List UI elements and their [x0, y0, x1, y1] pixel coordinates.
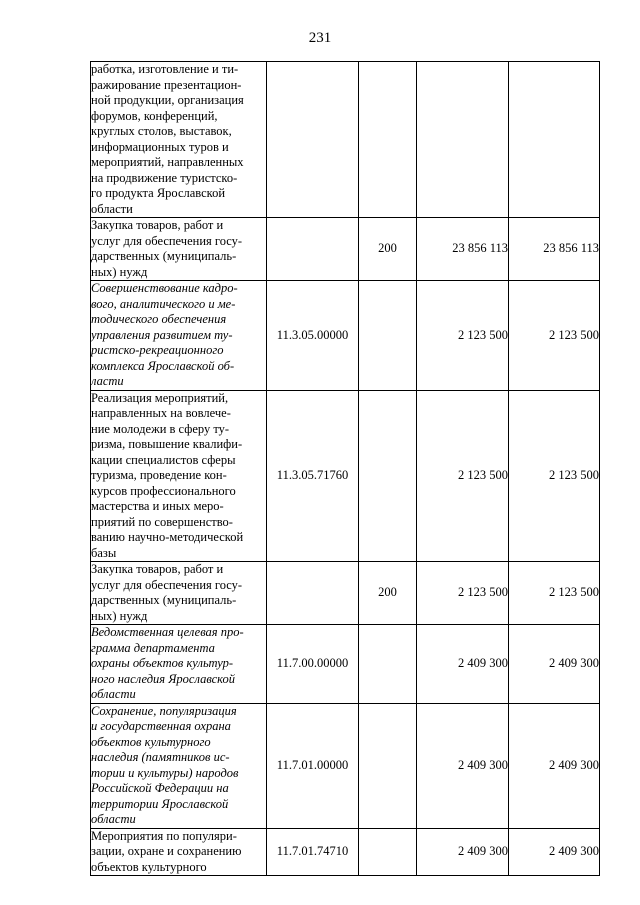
row-name-line: территории Ярославской: [91, 796, 229, 811]
expense-type-cell: [359, 62, 417, 218]
row-name-line: форумов, конференций,: [91, 108, 218, 123]
target-article-code-cell: 11.3.05.71760: [267, 390, 359, 562]
row-name-line: Мероприятия по популяри-: [91, 828, 237, 843]
row-name-line: тории и культуры) народов: [91, 765, 239, 780]
row-name-line: Сохранение, популяризация: [91, 703, 237, 718]
row-name-line: направленных на вовлече-: [91, 406, 231, 420]
row-name-line: Ведомственная целевая про-: [91, 625, 244, 639]
row-name-line: тодического обеспечения: [91, 312, 227, 326]
row-name-line: кации специалистов сферы: [91, 452, 236, 467]
amount-2-cell: [509, 62, 600, 218]
row-name-cell: [91, 62, 267, 218]
row-name-line: го продукта Ярославской: [91, 186, 226, 200]
row-name-line: информационных туров и: [91, 139, 229, 154]
row-name-line: услуг для обеспечения госу-: [91, 577, 243, 592]
row-name-line: круглых столов, выставок,: [91, 124, 232, 138]
amount-1-cell: 2 123 500: [417, 390, 509, 562]
amount-1-cell: 2 123 500: [417, 281, 509, 391]
row-name-line: услуг для обеспечения госу-: [91, 233, 243, 248]
row-name-line: области: [91, 812, 136, 826]
table-row: [91, 828, 600, 876]
row-name-cell: [91, 390, 267, 562]
row-name-line: Совершенствование кадро-: [91, 281, 238, 295]
row-name-line: ного наследия Ярославской: [91, 671, 236, 686]
row-name-cell: [91, 703, 267, 828]
table-row: [91, 390, 600, 562]
expense-type-cell: [359, 828, 417, 876]
row-name-line: ражирование презентацион-: [91, 77, 242, 92]
row-name-cell: [91, 828, 267, 876]
row-name-line: комплекса Ярославской об-: [91, 358, 235, 373]
budget-table: [90, 61, 600, 876]
amount-1-cell: 2 409 300: [417, 703, 509, 828]
row-name-line: ризма, повышение квалифи-: [91, 437, 243, 451]
target-article-code-cell: 11.7.00.00000: [267, 625, 359, 704]
table-row: [91, 218, 600, 281]
expense-type-cell: 200: [359, 218, 417, 281]
row-name-cell: [91, 281, 267, 391]
amount-2-cell: 2 123 500: [509, 562, 600, 625]
row-name-line: вого, аналитического и ме-: [91, 296, 236, 311]
row-name-line: Реализация мероприятий,: [91, 390, 229, 405]
amount-1-cell: 23 856 113: [417, 218, 509, 281]
row-name-line: на продвижение туристско-: [91, 170, 238, 185]
row-name-cell: [91, 562, 267, 625]
target-article-code-cell: 11.7.01.00000: [267, 703, 359, 828]
expense-type-cell: 200: [359, 562, 417, 625]
row-name-line: грамма департамента: [91, 640, 215, 655]
row-name-line: области: [91, 687, 136, 701]
table-row: [91, 703, 600, 828]
row-name-line: базы: [91, 545, 117, 560]
row-name-line: и государственная охрана: [91, 719, 231, 733]
amount-2-cell: 2 409 300: [509, 703, 600, 828]
row-name-line: области: [91, 201, 133, 216]
row-name-line: Закупка товаров, работ и: [91, 218, 224, 232]
row-name-line: приятий по совершенство-: [91, 514, 233, 529]
row-name-line: ние молодежи в сферу ту-: [91, 421, 230, 436]
row-name-line: охраны объектов культур-: [91, 656, 233, 670]
amount-1-cell: 2 409 300: [417, 828, 509, 876]
row-name-line: ной продукции, организация: [91, 93, 244, 107]
row-name-line: наследия (памятников ис-: [91, 750, 230, 764]
table-row: [91, 281, 600, 391]
row-name-line: объектов культурного: [91, 859, 207, 874]
page-number: 231: [308, 30, 332, 46]
amount-1-cell: 2 409 300: [417, 625, 509, 704]
target-article-code-cell: 11.7.01.74710: [267, 828, 359, 876]
expense-type-cell: [359, 281, 417, 391]
table-row: [91, 625, 600, 704]
table-body: [91, 62, 600, 876]
row-name-line: ристско-рекреационного: [91, 343, 224, 357]
row-name-cell: [91, 218, 267, 281]
row-name-line: работка, изготовление и ти-: [91, 62, 239, 76]
target-article-code-cell: [267, 218, 359, 281]
row-name-line: объектов культурного: [91, 734, 211, 749]
amount-1-cell: 2 123 500: [417, 562, 509, 625]
expense-type-cell: [359, 703, 417, 828]
expense-type-cell: [359, 625, 417, 704]
amount-2-cell: 2 123 500: [509, 390, 600, 562]
expense-type-cell: [359, 390, 417, 562]
row-name-line: мастерства и иных меро-: [91, 499, 224, 513]
amount-2-cell: 2 123 500: [509, 281, 600, 391]
row-name-line: Закупка товаров, работ и: [91, 562, 224, 576]
row-name-line: ласти: [91, 374, 124, 388]
target-article-code-cell: 11.3.05.00000: [267, 281, 359, 391]
table-row: [91, 562, 600, 625]
row-name-line: зации, охране и сохранению: [91, 844, 242, 858]
row-name-line: мероприятий, направленных: [91, 155, 244, 169]
amount-2-cell: 2 409 300: [509, 828, 600, 876]
row-name-line: дарственных (муниципаль-: [91, 593, 237, 607]
target-article-code-cell: [267, 62, 359, 218]
row-name-line: ных) нужд: [91, 608, 148, 623]
amount-1-cell: [417, 62, 509, 218]
row-name-line: управления развитием ту-: [91, 327, 233, 342]
row-name-cell: [91, 625, 267, 704]
row-name-line: туризма, проведение кон-: [91, 468, 227, 482]
amount-2-cell: 23 856 113: [509, 218, 600, 281]
row-name-line: дарственных (муниципаль-: [91, 249, 237, 263]
row-name-line: ванию научно-методической: [91, 530, 244, 544]
table-row: [91, 62, 600, 218]
row-name-line: курсов профессионального: [91, 483, 236, 498]
row-name-line: Российской Федерации на: [91, 781, 229, 795]
target-article-code-cell: [267, 562, 359, 625]
amount-2-cell: 2 409 300: [509, 625, 600, 704]
row-name-line: ных) нужд: [91, 264, 148, 279]
